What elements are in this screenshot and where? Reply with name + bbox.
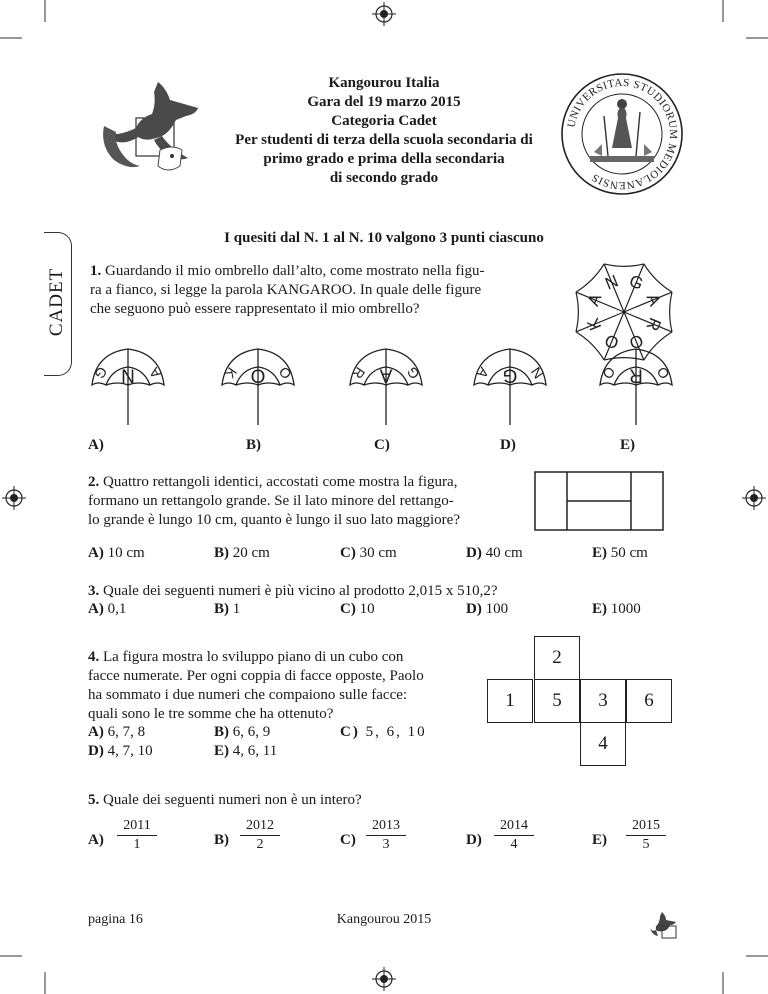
umbrella-letter: O <box>626 330 646 353</box>
umbrella-option-letter: R <box>629 364 643 386</box>
q1-text-line-2: ra a fianco, si legge la parola KANGAROO. In quale delle figure <box>90 282 482 298</box>
q3-option-a[interactable] <box>88 601 126 618</box>
header-line-5: primo grado e prima della secondaria <box>263 151 505 167</box>
cube-face-bottom: 4 <box>580 722 626 766</box>
q2-option-d-label: D) <box>466 545 482 561</box>
umbrella-letter: A <box>583 290 606 309</box>
q4-option-a-label: A) <box>88 724 104 740</box>
q5-option-c-den: 3 <box>382 837 390 852</box>
q4-number: 4. <box>88 649 100 665</box>
registration-mark-left <box>2 486 26 510</box>
q2-text-line-1: Quattro rettangoli identici, accostati come mostra la figura, <box>103 474 458 490</box>
q5-option-e-fraction <box>626 818 666 853</box>
q4-text-line-4: quali sono le tre somme che ha ottenuto? <box>88 706 334 722</box>
q5-option-b-label[interactable]: B) <box>214 832 229 848</box>
umbrella-letter: A <box>642 290 665 309</box>
q3-option-a-value: 0,1 <box>107 601 127 617</box>
q3-option-b-label: B) <box>214 601 229 617</box>
umbrella-option-letter: G <box>403 363 423 383</box>
question-2 <box>88 473 528 530</box>
q5-option-c-label[interactable]: C) <box>340 832 356 848</box>
q5-option-e-den: 5 <box>642 837 650 852</box>
umbrella-edge <box>644 264 672 292</box>
umbrella-option-letter: K <box>221 364 241 382</box>
q5-option-d-num: 2014 <box>494 818 534 836</box>
q5-number: 5. <box>88 792 100 808</box>
q1-option-b[interactable]: B) <box>246 437 261 453</box>
cube-face-center: 5 <box>534 679 580 723</box>
umbrella-option-e <box>596 345 676 427</box>
umbrella-option-letter: G <box>502 364 518 386</box>
umbrella-letter: K <box>583 315 606 334</box>
q4-option-b[interactable] <box>214 724 270 741</box>
seal-text: UNIVERSITAS STUDIORUM MEDIOLANENSIS <box>565 76 680 192</box>
q5-option-a-label[interactable]: A) <box>88 832 104 848</box>
header-line-6: di secondo grado <box>329 170 439 186</box>
q3-number: 3. <box>88 583 100 599</box>
umbrella-edge <box>576 264 604 292</box>
umbrella-letter: G <box>626 271 646 294</box>
header-line-3: Categoria Cadet <box>331 113 437 129</box>
umbrella-letter: O <box>602 330 622 353</box>
q2-option-b-value: 20 cm <box>232 545 270 561</box>
q2-option-e-value: 50 cm <box>610 545 648 561</box>
university-seal <box>560 72 684 196</box>
q4-text-line-2: facce numerate. Per ogni coppia di facce opposte, Paolo <box>88 668 424 684</box>
q5-option-a-den: 1 <box>133 837 141 852</box>
q5-option-c-num: 2013 <box>366 818 406 836</box>
q2-option-d-value: 40 cm <box>485 545 523 561</box>
q2-option-a-value: 10 cm <box>107 545 145 561</box>
q1-option-a[interactable]: A) <box>88 437 104 453</box>
umbrella-option-letter: R <box>349 364 369 382</box>
umbrella-option-c <box>346 345 426 427</box>
umbrella-option-b <box>218 345 298 427</box>
q3-option-e[interactable] <box>592 601 641 618</box>
q5-option-b-num: 2012 <box>240 818 280 836</box>
umbrella-option-letter: G <box>91 363 111 383</box>
umbrella-option-letter: O <box>599 363 619 383</box>
q3-option-b[interactable] <box>214 601 240 618</box>
footer-kangaroo-icon <box>648 910 680 940</box>
q1-text-line-3: che seguono può essere rappresentato il mio ombrello? <box>90 301 420 317</box>
umbrella-edge <box>670 292 672 332</box>
question-5 <box>88 791 588 810</box>
umbrella-option-a <box>88 345 168 427</box>
q2-option-c-label: C) <box>340 545 356 561</box>
q5-text: Quale dei seguenti numeri non è un intero? <box>103 792 362 808</box>
q2-option-c[interactable] <box>340 545 397 562</box>
header-line-4: Per studenti di terza della scuola secondaria di <box>235 132 533 148</box>
q4-option-b-label: B) <box>214 724 229 740</box>
q2-option-b[interactable] <box>214 545 270 562</box>
q5-option-d-fraction <box>494 818 534 853</box>
q5-option-b-fraction <box>240 818 280 853</box>
q2-option-b-label: B) <box>214 545 229 561</box>
q3-option-d[interactable] <box>466 601 508 618</box>
umbrella-option-letter: A <box>145 364 165 382</box>
section-note: I quesiti dal N. 1 al N. 10 valgono 3 punti ciascuno <box>224 230 544 246</box>
registration-mark-top <box>372 2 396 26</box>
q4-option-a-value: 6, 7, 8 <box>107 724 146 740</box>
umbrella-option-letter: A <box>379 364 393 386</box>
q2-option-c-value: 30 cm <box>359 545 397 561</box>
umbrella-option-letter: O <box>275 363 295 383</box>
q2-text-line-2: formano un rettangolo grande. Se il lato minore del rettango- <box>88 493 454 509</box>
q3-option-c[interactable] <box>340 601 375 618</box>
q1-option-e[interactable]: E) <box>620 437 635 453</box>
q2-option-e-label: E) <box>592 545 607 561</box>
cube-face-far-right: 6 <box>626 679 672 723</box>
q4-option-d[interactable] <box>88 743 153 760</box>
q1-number: 1. <box>90 263 102 279</box>
q3-option-b-value: 1 <box>232 601 241 617</box>
q4-option-b-value: 6, 6, 9 <box>232 724 271 740</box>
q2-text-line-3: lo grande è lungo 10 cm, quanto è lungo il suo lato maggiore? <box>88 512 460 528</box>
cadet-tab-label: CADET <box>46 267 67 337</box>
umbrella-option-letter: N <box>121 364 135 386</box>
q5-option-e-num: 2015 <box>626 818 666 836</box>
q3-text: Quale dei seguenti numeri è più vicino al prodotto 2,015 x 510,2? <box>103 583 498 599</box>
q4-option-e-label: E) <box>214 743 229 759</box>
cube-face-top: 2 <box>534 636 580 680</box>
q3-option-e-label: E) <box>592 601 607 617</box>
header-line-2: Gara del 19 marzo 2015 <box>307 94 461 110</box>
registration-mark-right <box>742 486 766 510</box>
q2-option-d[interactable] <box>466 545 523 562</box>
q5-option-d-den: 4 <box>510 837 518 852</box>
q1-text-line-1: Guardando il mio ombrello dall’alto, come mostrato nella figu- <box>105 263 485 279</box>
umbrella-letter: R <box>642 314 665 334</box>
umbrella-option-letter: A <box>473 364 493 382</box>
cube-face-right: 3 <box>580 679 626 723</box>
q3-option-d-label: D) <box>466 601 482 617</box>
q4-option-e[interactable] <box>214 743 277 760</box>
q1-option-c[interactable]: C) <box>374 437 390 453</box>
q2-option-a[interactable] <box>88 545 145 562</box>
q3-option-c-label: C) <box>340 601 356 617</box>
rectangles-figure <box>534 471 664 531</box>
question-4 <box>88 648 488 724</box>
q4-option-e-value: 4, 6, 11 <box>232 743 278 759</box>
q3-option-d-value: 100 <box>485 601 509 617</box>
q5-option-d-label[interactable]: D) <box>466 832 482 848</box>
umbrella-edge <box>576 292 578 332</box>
umbrella-option-letter: N <box>527 364 547 382</box>
q5-option-c-fraction <box>366 818 406 853</box>
q4-option-d-label: D) <box>88 743 104 759</box>
umbrella-option-letter: O <box>653 363 673 383</box>
question-1 <box>90 262 560 319</box>
page-number: pagina 16 <box>88 912 143 927</box>
umbrella-letter: N <box>602 271 622 294</box>
q4-option-a[interactable] <box>88 724 145 741</box>
q5-option-a-num: 2011 <box>117 818 157 836</box>
question-3 <box>88 582 708 601</box>
umbrella-option-letter: O <box>250 364 266 386</box>
q4-text-line-3: ha sommato i due numeri che compaiono sulle facce: <box>88 687 408 703</box>
q3-option-a-label: A) <box>88 601 104 617</box>
q2-number: 2. <box>88 474 100 490</box>
q4-text-line-1: La figura mostra lo sviluppo piano di un cubo con <box>103 649 404 665</box>
umbrella-option-d <box>470 345 550 427</box>
q4-option-c[interactable] <box>340 724 427 741</box>
q5-option-a-fraction <box>117 818 157 853</box>
q5-option-b-den: 2 <box>256 837 264 852</box>
registration-mark-bottom <box>372 967 396 991</box>
q5-option-e-label[interactable]: E) <box>592 832 607 848</box>
q1-option-d[interactable]: D) <box>500 437 516 453</box>
cube-face-left: 1 <box>487 679 533 723</box>
q4-option-d-value: 4, 7, 10 <box>107 743 153 759</box>
q2-option-e[interactable] <box>592 545 648 562</box>
q3-option-c-value: 10 <box>359 601 375 617</box>
footer-title: Kangourou 2015 <box>336 912 432 927</box>
q2-option-a-label: A) <box>88 545 104 561</box>
header-line-1: Kangourou Italia <box>328 75 440 91</box>
q4-option-c-label: C) <box>340 724 360 740</box>
q3-option-e-value: 1000 <box>610 601 641 617</box>
q4-option-c-value: 5, 6, 10 <box>365 724 427 740</box>
umbrella-edge <box>604 264 644 266</box>
